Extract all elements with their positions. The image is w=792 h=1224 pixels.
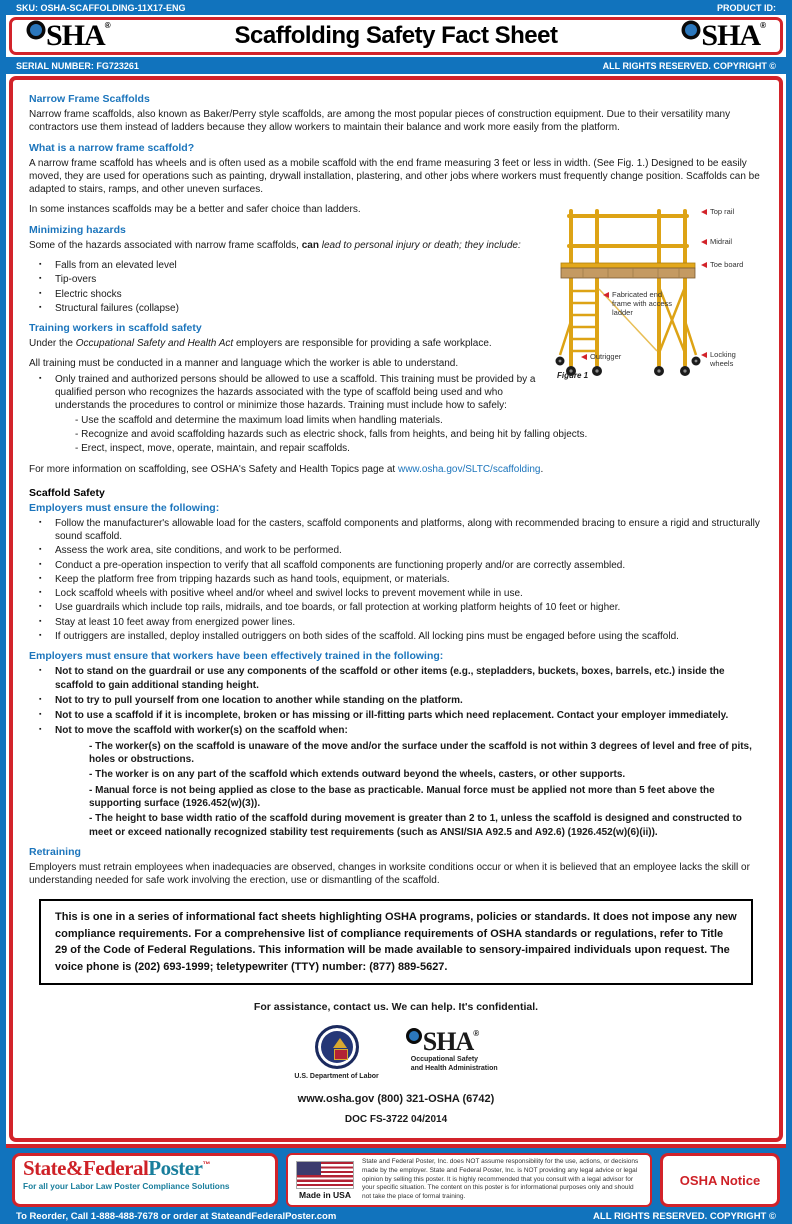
figure-label-outrigger: Outrigger (581, 353, 621, 362)
us-flag-icon (296, 1161, 354, 1189)
figure-caption: Figure 1 (557, 371, 589, 381)
heading-employers-ensure: Employers must ensure the following: (29, 501, 220, 514)
para-what-is: A narrow frame scaffold has wheels and is often used as a mobile scaffold with the end frame measuring 3 feet or less in width. (See Fig. 1.) Designed to be easily moved, they are used for operations such as painting, drywall installation, plastering, and other jobs where workers must frequently change position. Scaffolds can be adapted to stairs, ramps, and other uneven surfaces. (29, 157, 760, 196)
para-instances: In some instances scaffolds may be a better and safer choice than ladders. (29, 204, 361, 216)
osha-logo-o-icon (30, 24, 42, 36)
para-all-training: All training must be conducted in a manner and language which the worker is able to understand. (29, 358, 459, 370)
sfp-logo: State&FederalPoster™ (23, 1156, 210, 1181)
footer-boxes (12, 1153, 780, 1207)
trained-list (29, 665, 763, 737)
page-title: Scaffolding Safety Fact Sheet (234, 22, 558, 49)
osha-logo-right (681, 21, 766, 51)
list-item: ▪ Use guardrails which include top rails, midrails, and toe boards, or fall protection at working platform heights of 10 feet or higher. (29, 601, 763, 614)
osha-logo-block (405, 1025, 498, 1073)
osha-logo-footer (405, 1029, 479, 1055)
list-item: ▪ Falls from an elevated level (29, 259, 763, 272)
dash-item: - Recognize and avoid scaffolding hazards such as electric shock, falls from heights, and being hit by falling objects. (75, 428, 588, 440)
osha-logo-o-icon (685, 24, 697, 36)
registered-mark: ® (760, 21, 766, 30)
dash-item: - The height to base width ratio of the scaffold during movement is greater than 2 to 1, unless the scaffold is designed and constructed to meet or exceed nationally recognized stability test requirements (such as ANSI/SIA A92.5 and A92.6) (1926.452(w)(6)(ii)). (89, 813, 742, 838)
rights-bottom: ALL RIGHTS RESERVED. COPYRIGHT © (593, 1211, 776, 1222)
osha-logo-text: SHA (46, 19, 105, 52)
dash-item: - Manual force is not being applied as close to the base as practicable. Manual force must be applied not more than 5 feet above the supporting surface (1926.452(w)(3)). (89, 784, 715, 809)
sfp-tagline: For all your Labor Law Poster Compliance Solutions (23, 1181, 230, 1192)
list-item: ▪ Stay at least 10 feet away from energized power lines. (29, 616, 763, 629)
agency-logos (29, 1025, 763, 1081)
heading-narrow-frame: Narrow Frame Scaffolds (29, 93, 150, 105)
osha-notice-box (660, 1153, 780, 1207)
list-item: ▪ Tip-overs (29, 273, 763, 286)
footer-bottom-bar (12, 1207, 780, 1222)
osha-notice-label: OSHA Notice (679, 1172, 761, 1188)
list-item: ▪ Not to try to pull yourself from one location to another while standing on the platform. (29, 694, 763, 707)
figure-label-midrail: Midrail (701, 238, 732, 247)
doc-number-line: DOC FS-3722 04/2014 (344, 1114, 448, 1126)
heading-workers-trained: Employers must ensure that workers have been effectively trained in the following: (29, 650, 444, 663)
figure-label-top-rail: Top rail (701, 208, 734, 217)
footer (6, 1144, 786, 1224)
rights-top: ALL RIGHTS RESERVED. COPYRIGHT © (602, 60, 776, 71)
list-item: ▪ Not to move the scaffold with worker(s) on the scaffold when: (29, 724, 763, 737)
list-item: ▪ Follow the manufacturer's allowable load for the casters, scaffold components and platforms, along with recommended bracing to ensure a rigid and structurally sound scaffold. (29, 517, 763, 544)
list-item: ▪ If outriggers are installed, deploy installed outriggers on both sides of the scaffold. All locking pins must be engaged before using the scaffold. (29, 630, 763, 643)
made-in-usa-box (286, 1153, 652, 1207)
dash-item: - Use the scaffold and determine the maximum load limits when handling materials. (75, 414, 443, 426)
compliance-notice-box: This is one in a series of informational fact sheets highlighting OSHA programs, policies or standards. It does not impose any new compliance requirements. For a comprehensive list of compliance requirements of OSHA standards or regulations, refer to Title 29 of the Code of Federal Regulations. This information will be made available to sensory-impaired individuals upon request. The voice phone is (202) 693-1999; teletypewriter (TTY) number: (877) 889-5627. (39, 899, 753, 985)
osha-logo-text: SHA (422, 1027, 474, 1057)
serial-bar (6, 57, 786, 74)
dash-item: - The worker is on any part of the scaffold which extends outward beyond the wheels, casters, or other supports. (89, 769, 626, 781)
sku-label: SKU: OSHA-SCAFFOLDING-11X17-ENG (16, 2, 186, 13)
reorder-line: To Reorder, Call 1-888-488-7678 or order at StateandFederalPoster.com (16, 1211, 337, 1222)
list-item: ▪ Only trained and authorized persons should be allowed to use a scaffold. This training must be provided by a qualified person who recognizes the hazards associated with the type of scaffold being used and who understands the procedures to control or minimize those hazards. Training must include how to safely: (29, 373, 763, 413)
osha-logo-left (26, 21, 111, 51)
sfp-logo-box (12, 1153, 278, 1207)
arrow-icon (701, 209, 707, 215)
osha-logo-text: SHA (701, 19, 761, 52)
top-bar (6, 0, 786, 15)
registered-mark: ® (473, 1029, 480, 1039)
osha-logo-o-icon (409, 1031, 419, 1041)
title-band (6, 15, 786, 57)
osha-caption-line1: Occupational Safety (410, 1056, 479, 1064)
list-item: ▪ Assess the work area, site conditions, and work to be performed. (29, 544, 763, 557)
dol-caption: U.S. Department of Labor (294, 1073, 379, 1081)
dash-item: - The worker(s) on the scaffold is unaware of the move and/or the surface under the scaffold is not within 3 degrees of level and free of pits, holes or obstructions. (89, 740, 752, 766)
heading-retraining: Retraining (29, 845, 81, 858)
para-narrow-frame: Narrow frame scaffolds, also known as Baker/Perry style scaffolds, are among the most popular pieces of construction equipment. Due to their versatility many contractors use them instead of ladders because they allow workers to maintain their balance and work more easily from the platform. (29, 108, 731, 134)
assistance-line: For assistance, contact us. We can help. It's confidential. (253, 1001, 539, 1014)
dash-item: - Erect, inspect, move, operate, maintain, and repair scaffolds. (75, 443, 350, 455)
training-list (29, 373, 763, 413)
arrow-icon (701, 352, 707, 358)
figure-label-end-frame: Fabricated end frame with access ladder (603, 291, 675, 317)
product-id-label: PRODUCT ID: (717, 2, 776, 13)
para-more-info: For more information on scaffolding, see OSHA's Safety and Health Topics page at www.osha.gov/SLTC/scaffolding. (29, 464, 544, 476)
registered-mark: ® (104, 21, 111, 30)
heading-minimizing: Minimizing hazards (29, 223, 126, 236)
list-item: ▪ Keep the platform free from tripping hazards such as hand tools, equipment, or materials. (29, 573, 763, 586)
list-item: ▪ Conduct a pre-operation inspection to verify that all scaffold components are functioning properly and/or are correctly assembled. (29, 559, 763, 572)
list-item: ▪ Structural failures (collapse) (29, 302, 763, 315)
osha-caption-line2: and Health Administration (410, 1065, 498, 1073)
list-item: ▪ Not to stand on the guardrail or use any components of the scaffold or other items (e.g., stepladders, buckets, boxes, barrels, etc.) inside the scaffold to gain additional standing height. (29, 665, 763, 692)
dol-logo-block (294, 1025, 378, 1081)
legal-disclaimer: State and Federal Poster, Inc. does NOT assume responsibility for the use, actions, or decisions made by the employer. State and Federal Poster, Inc. is NOT providing any legal advice or legal opinion by selling this poster. It is highly recommended that you consult with a legal advisor for your specific situation. The content on this poster is for informational purposes only and should not take the place of formal training. (362, 1158, 639, 1201)
trademark-mark: ™ (202, 1160, 210, 1170)
content-frame (9, 76, 783, 1142)
arrow-icon (581, 354, 587, 360)
figure-label-toe-board: Toe board (701, 261, 743, 270)
made-in-usa-label: Made in USA (299, 1189, 351, 1200)
heading-training: Training workers in scaffold safety (29, 322, 202, 335)
para-osh-act: Under the Occupational Safety and Health Act employers are responsible for providing a safe workplace. (29, 338, 492, 350)
heading-scaffold-safety: Scaffold Safety (29, 486, 105, 499)
list-item: ▪ Electric shocks (29, 288, 763, 301)
hazard-list (29, 259, 763, 315)
dol-seal-icon (315, 1025, 359, 1069)
para-retraining: Employers must retrain employees when inadequacies are observed, changes in worksite conditions occur or when it is believed that an employee lacks the skill or understanding needed for safe work involving the erection, use or dismantling of the scaffold. (29, 861, 750, 887)
title-box (9, 17, 783, 55)
flag-block (294, 1161, 356, 1200)
list-item: ▪ Not to use a scaffold if it is incomplete, broken or has missing or ill-fitting parts which need replacement. Contact your employer immediately. (29, 709, 763, 722)
figure-label-locking-wheels: Locking wheels (701, 351, 753, 368)
para-hazards-intro: Some of the hazards associated with narrow frame scaffolds, can lead to personal injury or death; they include: (29, 239, 521, 251)
content-area (6, 74, 786, 1144)
scaffolding-topics-link[interactable]: www.osha.gov/SLTC/scaffolding (397, 464, 541, 476)
osha-contact-line: www.osha.gov (800) 321-OSHA (6742) (297, 1092, 495, 1105)
heading-what-is: What is a narrow frame scaffold? (29, 141, 195, 154)
employer-list (29, 517, 763, 644)
list-item: ▪ Lock scaffold wheels with positive wheel and/or wheel and swivel locks to prevent movement while in use. (29, 587, 763, 600)
arrow-icon (701, 239, 707, 245)
serial-number: SERIAL NUMBER: FG723261 (16, 60, 139, 71)
